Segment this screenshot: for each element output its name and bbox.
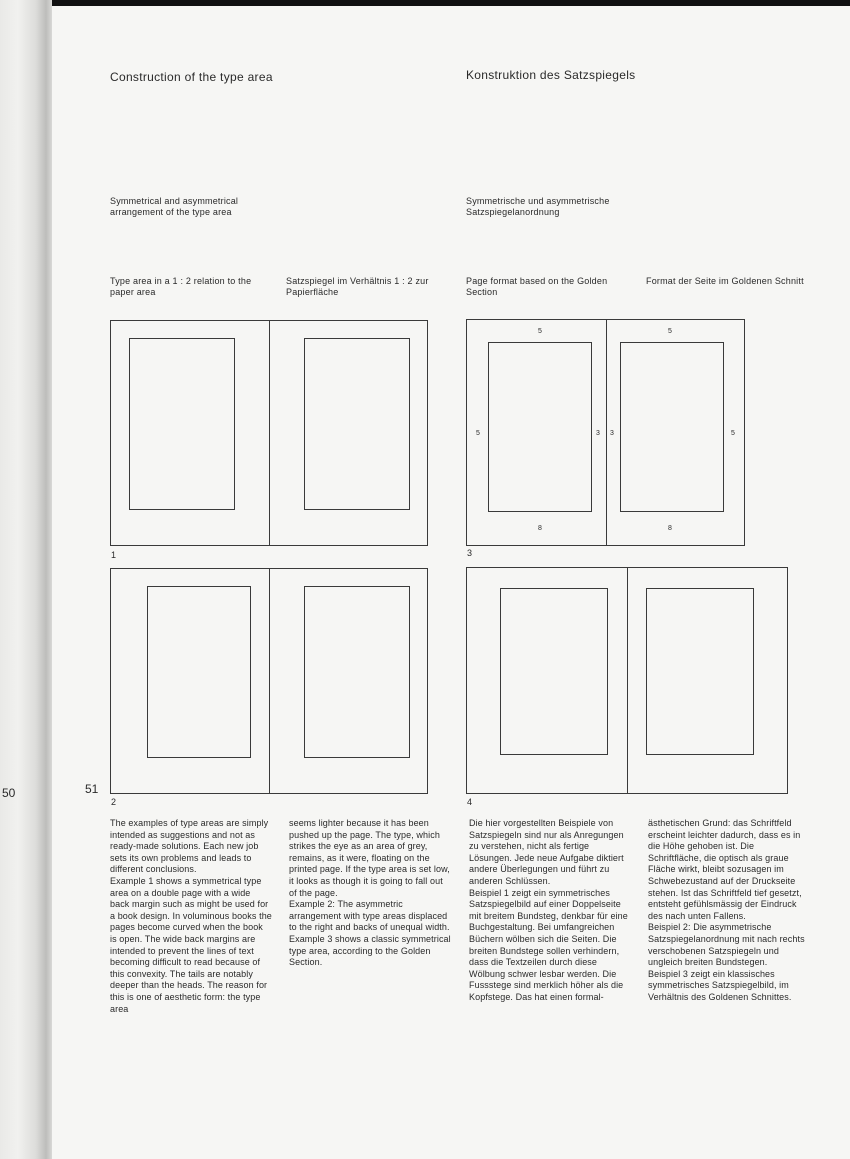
figure-4-spread bbox=[466, 567, 788, 794]
margin-outer-left-label: 5 bbox=[476, 430, 480, 437]
margin-top-right-label: 5 bbox=[668, 328, 672, 335]
figure-3-number: 3 bbox=[467, 548, 473, 558]
page-number: 51 bbox=[85, 782, 99, 796]
figure-3-fold bbox=[606, 320, 607, 545]
body-en-paragraph-4: Example 2: The asymmetric arrangement with type areas displaced to the right and backs of unequal width. bbox=[289, 899, 450, 933]
title-en: Construction of the type area bbox=[110, 70, 273, 84]
figure-4-fold bbox=[627, 568, 628, 793]
body-en-column-1 bbox=[110, 818, 272, 1015]
title-de: Konstruktion des Satzspiegels bbox=[466, 68, 636, 82]
figure-1-type-area-left bbox=[129, 338, 235, 510]
caption-en-1: Type area in a 1 : 2 relation to the paper area bbox=[110, 276, 252, 297]
subtitle-de: Symmetrische und asymmetrische Satzspiegelanordnung bbox=[466, 196, 610, 217]
body-de-paragraph-1: Die hier vorgestellten Beispiele von Satzspiegeln sind nur als Anregungen zu verstehen, nicht als fertige Lösungen. Jede neue Aufgabe diktiert andere Überlegungen und führt zu anderen Schlüssen. bbox=[469, 818, 624, 886]
margin-outer-right-label: 5 bbox=[731, 430, 735, 437]
body-en-column-2 bbox=[289, 818, 451, 969]
figure-3-type-area-right bbox=[620, 342, 724, 512]
figure-4-number: 4 bbox=[467, 797, 473, 807]
figure-3-spread bbox=[466, 319, 745, 546]
caption-de-3: Format der Seite im Goldenen Schnitt bbox=[646, 276, 804, 286]
figure-1-spread bbox=[110, 320, 428, 546]
figure-2-type-area-right bbox=[304, 586, 410, 758]
body-de-column-2 bbox=[648, 818, 810, 1004]
book-gutter bbox=[0, 0, 52, 1159]
top-edge bbox=[0, 0, 850, 6]
margin-bottom-right-label: 8 bbox=[668, 525, 672, 532]
body-de-column-1 bbox=[469, 818, 631, 1004]
body-en-paragraph-5: Example 3 shows a classic symmetrical type area, according to the Golden Section. bbox=[289, 933, 451, 968]
body-en-paragraph-1: The examples of type areas are simply intended as suggestions and not as ready-made solutions. Each new job sets its own problems and leads to different conclusions. bbox=[110, 818, 269, 875]
margin-top-left-label: 5 bbox=[538, 328, 542, 335]
figure-2-fold bbox=[269, 569, 270, 793]
subtitle-en: Symmetrical and asymmetrical arrangement of the type area bbox=[110, 196, 239, 217]
left-page-number: 50 bbox=[2, 786, 16, 800]
body-de-paragraph-4: Beispiel 2: Die asymmetrische Satzspiegelanordnung mit nach rechts verschobenen Satzspiegeln und ungleich breiten Bundstegen. bbox=[648, 922, 805, 968]
body-en-paragraph-2: Example 1 shows a symmetrical type area on a double page with a wide back margin such as might be used for a book design. In voluminous books the pages become curved when the book is open. The wide back margins are intended to prevent the lines of text becoming difficult to read because of this convexity. The tails are notably deeper than the heads. The reason for this is one of aesthetic form: the type area bbox=[110, 875, 272, 1014]
margin-inner-left-label: 3 bbox=[596, 430, 600, 437]
caption-en-3: Page format based on the Golden Section bbox=[466, 276, 608, 297]
body-en-paragraph-3: seems lighter because it has been pushed up the page. The type, which strikes the eye as an area of grey, remains, as it were, floating on the printed page. If the type area is set low, it looks as though it is going to fall out of the page. bbox=[289, 818, 450, 898]
margin-inner-right-label: 3 bbox=[610, 430, 614, 437]
figure-1-number: 1 bbox=[111, 550, 117, 560]
figure-2-spread bbox=[110, 568, 428, 794]
figure-1-fold bbox=[269, 321, 270, 545]
figure-4-type-area-left bbox=[500, 588, 608, 755]
figure-4-type-area-right bbox=[646, 588, 754, 755]
body-de-paragraph-3: ästhetischen Grund: das Schriftfeld erscheint leichter dadurch, dass es in die Höhe gehoben ist. Die Schriftfläche, die optisch als graue Fläche wirkt, bleibt sozusagen im Schwebezustand auf der Druckseite stehen. Ist das Schriftfeld tief gesetzt, entsteht gefühlsmässig der Eindruck des nach unten Fallens. bbox=[648, 818, 802, 921]
margin-bottom-left-label: 8 bbox=[538, 525, 542, 532]
body-de-paragraph-2: Beispiel 1 zeigt ein symmetrisches Satzspiegelbild auf einer Doppelseite mit breitem Bundsteg, denkbar für eine Buchgestaltung. Bei umfangreichen Büchern wölben sich die Seiten. Die breiten Bundstege sollen verhindern, dass die Textzeilen durch diese Wölbung schwer lesbar werden. Die Fussstege sind merklich höher als die Kopfstege. Das hat einen formal- bbox=[469, 887, 628, 1002]
caption-de-1: Satzspiegel im Verhältnis 1 : 2 zur Papierfläche bbox=[286, 276, 429, 297]
figure-2-number: 2 bbox=[111, 797, 117, 807]
figure-2-type-area-left bbox=[147, 586, 251, 758]
body-de-paragraph-5: Beispiel 3 zeigt ein klassisches symmetrisches Satzspiegelbild, im Verhältnis des Goldenen Schnittes. bbox=[648, 968, 792, 1002]
figure-1-type-area-right bbox=[304, 338, 410, 510]
figure-3-type-area-left bbox=[488, 342, 592, 512]
